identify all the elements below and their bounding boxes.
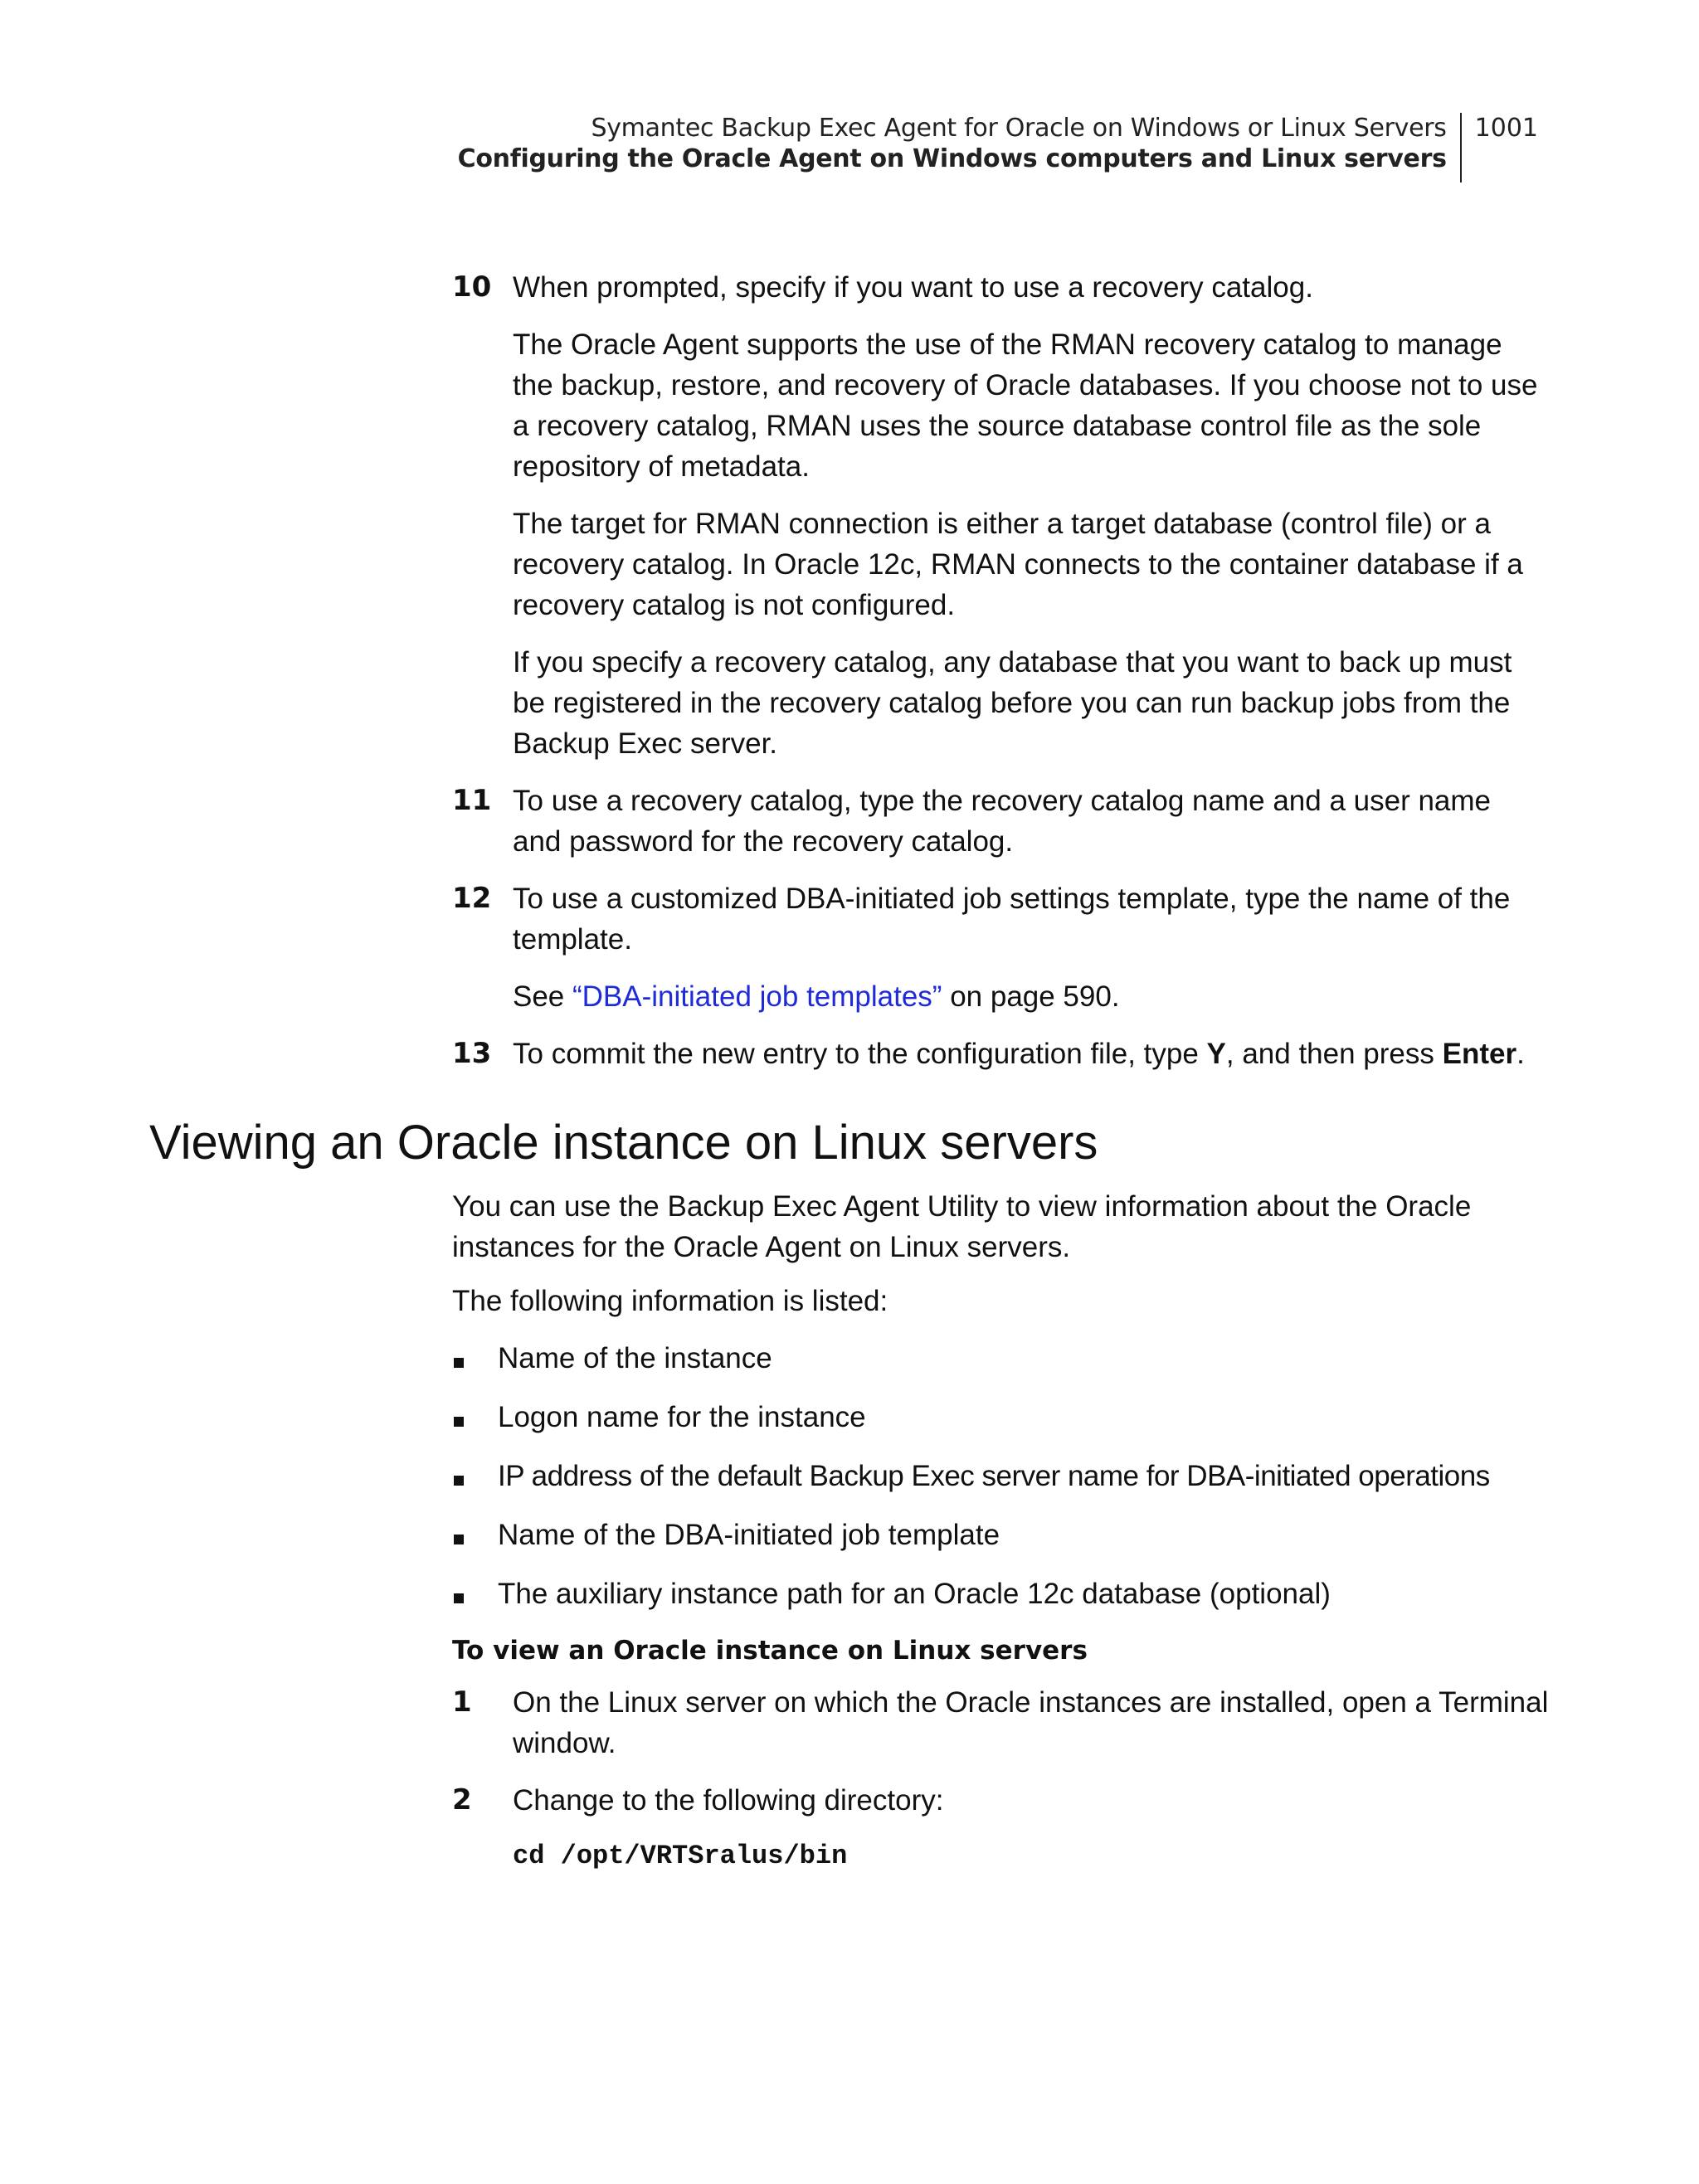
- step-text: To commit the new entry to the configuration file, type: [513, 1038, 1207, 1070]
- see-also: [513, 976, 1547, 1017]
- section-heading: Viewing an Oracle instance on Linux servers: [149, 1116, 1098, 1170]
- procedure-heading: To view an Oracle instance on Linux servers: [452, 1636, 1088, 1666]
- command-code: cd /opt/VRTSralus/bin: [513, 1841, 848, 1871]
- list-item-text: IP address of the default Backup Exec server name for DBA-initiated operations: [498, 1460, 1490, 1492]
- step-12: [452, 878, 1547, 1017]
- bullet-square-icon: [454, 1535, 464, 1544]
- section-listed: The following information is listed:: [452, 1285, 888, 1317]
- header-titles: [458, 113, 1462, 182]
- section-body: [452, 1186, 1555, 1875]
- step-number: 11: [452, 784, 492, 817]
- bullet-square-icon: [454, 1476, 464, 1486]
- step-paragraph: The target for RMAN connection is either a target database (control file) or a recovery catalog. In Oracle 12c, RMAN connects to the container database if a recovery catalog is not configured.: [513, 508, 1523, 621]
- list-item-text: Logon name for the instance: [498, 1401, 866, 1433]
- list-item-text: Name of the instance: [498, 1342, 772, 1374]
- step-title: [513, 1034, 1547, 1074]
- step-title: Change to the following directory:: [513, 1784, 944, 1817]
- step-paragraph: If you specify a recovery catalog, any database that you want to back up must be registered in the recovery catalog before you can run backup jobs from the Backup Exec server.: [513, 646, 1512, 760]
- list-item-text: Name of the DBA-initiated job template: [498, 1519, 1000, 1551]
- step-text: , and then press: [1225, 1038, 1443, 1070]
- list-item: [452, 1397, 1555, 1437]
- step-number: 12: [452, 882, 492, 915]
- section-intro: You can use the Backup Exec Agent Utility to view information about the Oracle instances for the Oracle Agent on Linux servers.: [452, 1190, 1472, 1263]
- step-number: 10: [452, 270, 492, 304]
- step-number: 2: [452, 1783, 472, 1817]
- info-list: [452, 1338, 1555, 1614]
- key-y: Y: [1206, 1038, 1226, 1070]
- steps-block: [452, 267, 1547, 1091]
- step-text: .: [1516, 1038, 1525, 1070]
- step-13: [452, 1034, 1547, 1074]
- bullet-square-icon: [454, 1358, 464, 1368]
- step-title: To use a recovery catalog, type the recovery catalog name and a user name and password for the recovery catalog.: [513, 785, 1491, 858]
- see-suffix: on page 590.: [942, 980, 1120, 1013]
- header-chapter-title: Symantec Backup Exec Agent for Oracle on Windows or Linux Servers: [591, 114, 1447, 143]
- list-item: [452, 1338, 1555, 1379]
- proc-step-2: [452, 1780, 1555, 1875]
- list-item: [452, 1456, 1555, 1496]
- see-prefix: See: [513, 980, 572, 1013]
- list-item: [452, 1515, 1555, 1555]
- bullet-square-icon: [454, 1417, 464, 1427]
- page-number: 1001: [1474, 114, 1538, 143]
- step-11: [452, 781, 1547, 862]
- step-title: On the Linux server on which the Oracle instances are installed, open a Terminal window.: [513, 1686, 1549, 1759]
- running-header: [458, 113, 1538, 182]
- list-item: [452, 1574, 1555, 1614]
- header-section-title: Configuring the Oracle Agent on Windows computers and Linux servers: [457, 144, 1447, 173]
- step-title: To use a customized DBA-initiated job settings template, type the name of the template.: [513, 883, 1511, 956]
- step-paragraph: The Oracle Agent supports the use of the RMAN recovery catalog to manage the backup, restore, and recovery of Oracle databases. If you choose not to use a recovery catalog, RMAN uses the source database control file as the sole repository of metadata.: [513, 328, 1538, 483]
- step-title: When prompted, specify if you want to use a recovery catalog.: [513, 271, 1313, 304]
- proc-step-1: [452, 1682, 1555, 1763]
- step-10: [452, 267, 1547, 764]
- step-number: 1: [452, 1685, 472, 1719]
- dba-job-templates-link[interactable]: “DBA-initiated job templates”: [572, 980, 942, 1013]
- key-enter: Enter: [1442, 1038, 1517, 1070]
- bullet-square-icon: [454, 1593, 464, 1603]
- list-item-text: The auxiliary instance path for an Oracle 12c database (optional): [498, 1578, 1331, 1610]
- step-number: 13: [452, 1037, 492, 1070]
